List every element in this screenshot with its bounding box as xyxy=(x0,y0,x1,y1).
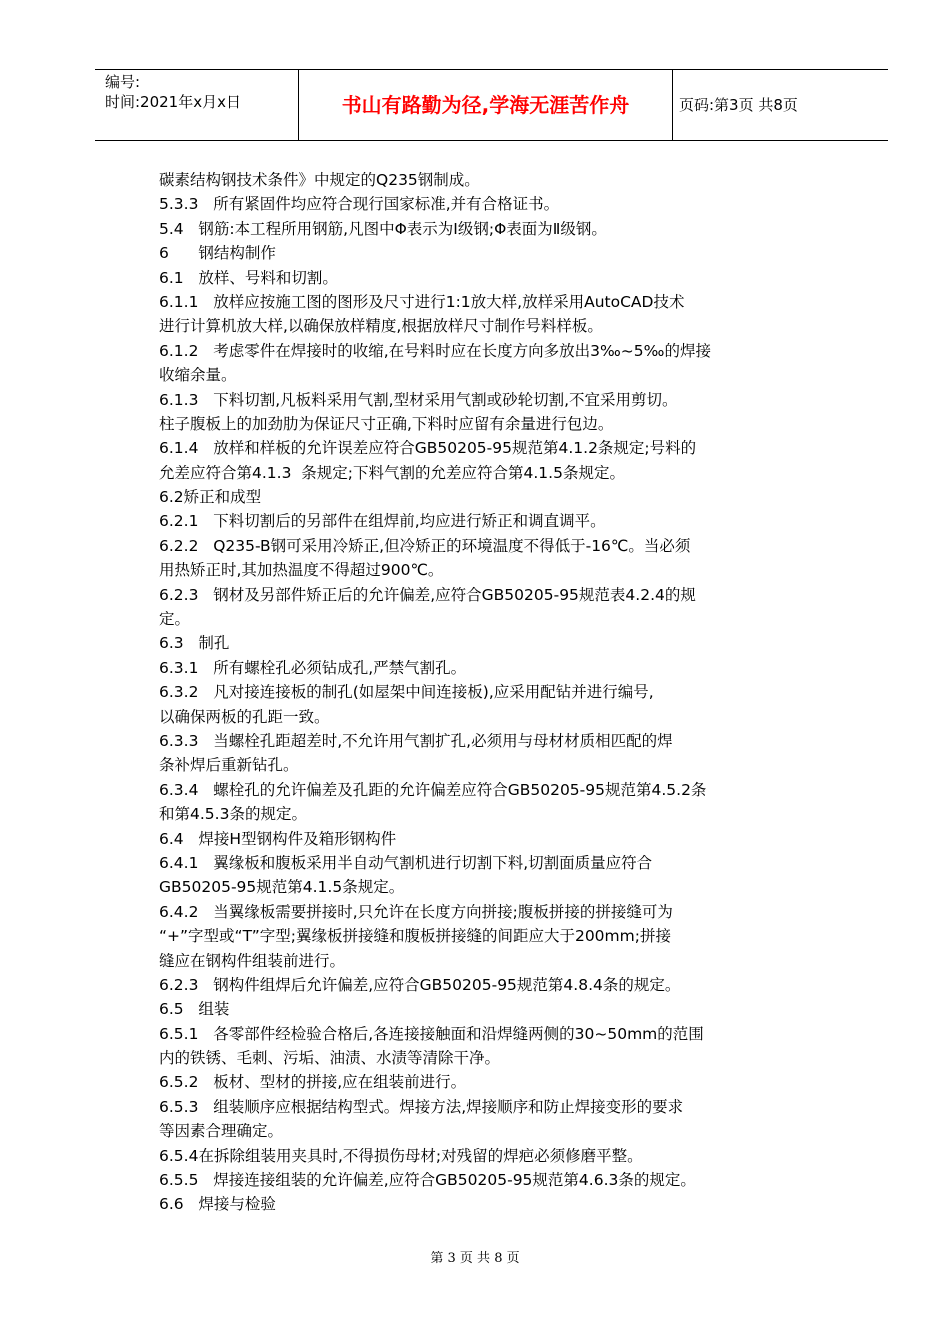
body-line: 6.2矫正和成型 xyxy=(159,488,262,507)
body-line: 6.2.3 钢材及另部件矫正后的允许偏差,应符合GB50205-95规范表4.2.4的规 xyxy=(159,585,696,604)
body-line: 6.4 焊接H型钢构件及箱形钢构件 xyxy=(159,829,397,848)
body-line: 6.3.3 当螺栓孔距超差时,不允许用气割扩孔,必须用与母材材质相匹配的焊 xyxy=(159,731,673,750)
body-line: 6.2.2 Q235-B钢可采用冷矫正,但冷矫正的环境温度不得低于-16℃。当必须 xyxy=(159,536,691,555)
body-line: 5.3.3 所有紧固件均应符合现行国家标准,并有合格证书。 xyxy=(159,195,560,214)
doc-time-label: 时间:2021年x月x日 xyxy=(105,93,241,111)
body-line: 6.5.4在拆除组装用夹具时,不得损伤母材;对残留的焊疤必须修磨平整。 xyxy=(159,1146,643,1165)
page-header xyxy=(95,69,888,141)
document-body xyxy=(159,168,831,1217)
body-line: 6.2.1 下料切割后的另部件在组焊前,均应进行矫正和调直调平。 xyxy=(159,512,606,531)
body-line: 6.5.5 焊接连接组装的允许偏差,应符合GB50205-95规范第4.6.3条的规定。 xyxy=(159,1171,696,1190)
body-line: 6.3.1 所有螺栓孔必须钻成孔,严禁气割孔。 xyxy=(159,658,467,677)
body-line: 6.3.4 螺栓孔的允许偏差及孔距的允许偏差应符合GB50205-95规范第4.5.2条 xyxy=(159,780,707,799)
body-line: 6.1.4 放样和样板的允许误差应符合GB50205-95规范第4.1.2条规定;号料的 xyxy=(159,439,697,458)
header-page-info: 页码:第3页 共8页 xyxy=(679,96,798,114)
body-line: “+”字型或“T”字型;翼缘板拼接缝和腹板拼接缝的间距应大于200mm;拼接 xyxy=(159,927,671,946)
body-line: 6 钢结构制作 xyxy=(159,244,276,263)
body-line: 6.5 组装 xyxy=(159,1000,230,1019)
body-line: 以确保两板的孔距一致。 xyxy=(159,707,330,726)
body-line: 定。 xyxy=(159,610,191,629)
body-line: 进行计算机放大样,以确保放样精度,根据放样尺寸制作号料样板。 xyxy=(159,317,603,336)
body-line: 条补焊后重新钻孔。 xyxy=(159,756,299,775)
body-line: 6.1.3 下料切割,凡板料采用气割,型材采用气割或砂轮切割,不宜采用剪切。 xyxy=(159,390,678,409)
body-line: 6.1 放样、号料和切割。 xyxy=(159,268,338,287)
body-line: 等因素合理确定。 xyxy=(159,1122,284,1141)
body-line: 6.1.1 放样应按施工图的图形及尺寸进行1:1放大样,放样采用AutoCAD技术 xyxy=(159,292,685,311)
body-line: 6.3 制孔 xyxy=(159,634,230,653)
body-line: 允差应符合第4.1.3 条规定;下料气割的允差应符合第4.1.5条规定。 xyxy=(159,463,625,482)
body-line: 6.5.2 板材、型材的拼接,应在组装前进行。 xyxy=(159,1073,467,1092)
body-line: 6.1.2 考虑零件在焊接时的收缩,在号料时应在长度方向多放出3‰~5‰的焊接 xyxy=(159,341,711,360)
body-line: 内的铁锈、毛刺、污垢、油渍、水渍等清除干净。 xyxy=(159,1049,501,1068)
body-line: 收缩余量。 xyxy=(159,366,237,385)
body-line: 和第4.5.3条的规定。 xyxy=(159,805,307,824)
body-line: 6.2.3 钢构件组焊后允许偏差,应符合GB50205-95规范第4.8.4条的规定。 xyxy=(159,975,681,994)
body-line: 柱子腹板上的加劲肋为保证尺寸正确,下料时应留有余量进行包边。 xyxy=(159,414,614,433)
body-line: 用热矫正时,其加热温度不得超过900℃。 xyxy=(159,561,444,580)
body-line: 碳素结构钢技术条件》中规定的Q235钢制成。 xyxy=(159,171,480,189)
body-line: 6.6 焊接与检验 xyxy=(159,1195,276,1214)
body-line: 6.4.1 翼缘板和腹板采用半自动气割机进行切割下料,切割面质量应符合 xyxy=(159,853,653,872)
body-line: 6.4.2 当翼缘板需要拼接时,只允许在长度方向拼接;腹板拼接的拼接缝可为 xyxy=(159,902,673,921)
doc-code-label: 编号: xyxy=(105,73,141,91)
header-meta xyxy=(105,72,295,112)
header-motto: 书山有路勤为径,学海无涯苦作舟 xyxy=(298,70,673,140)
page-footer: 第 3 页 共 8 页 xyxy=(430,1251,520,1266)
body-line: 6.3.2 凡对接连接板的制孔(如屋架中间连接板),应采用配钻并进行编号, xyxy=(159,683,654,702)
body-line: 6.5.3 组装顺序应根据结构型式。焊接方法,焊接顺序和防止焊接变形的要求 xyxy=(159,1097,684,1116)
body-line: 缝应在钢构件组装前进行。 xyxy=(159,951,346,970)
body-line: 6.5.1 各零部件经检验合格后,各连接接触面和沿焊缝两侧的30~50mm的范围 xyxy=(159,1024,704,1043)
body-line: 5.4 钢筋:本工程所用钢筋,凡图中Φ表示为Ⅰ级钢;Φ表面为Ⅱ级钢。 xyxy=(159,219,607,238)
body-line: GB50205-95规范第4.1.5条规定。 xyxy=(159,878,405,897)
